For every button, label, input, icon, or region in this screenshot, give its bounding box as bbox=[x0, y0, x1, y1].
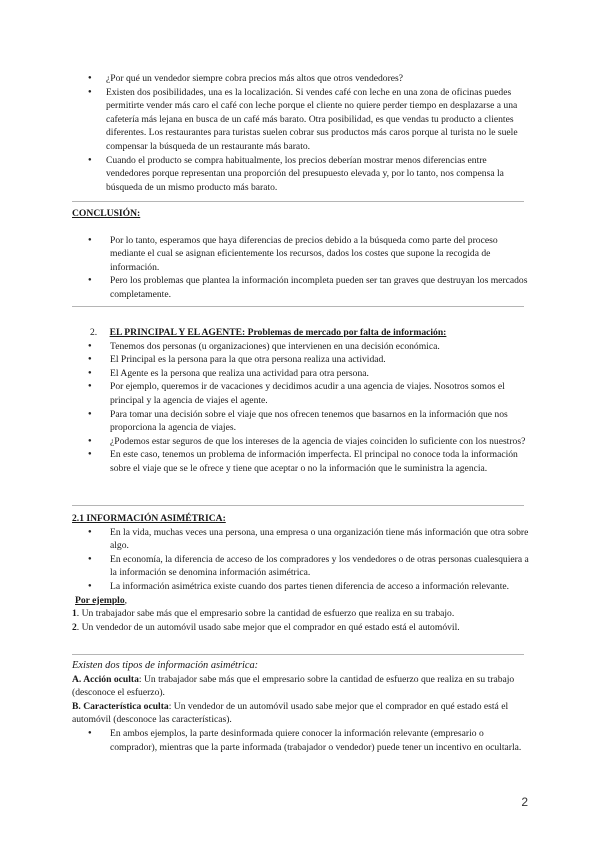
list-item: ● El Agente es la persona que realiza una actividad para otra persona. bbox=[72, 367, 532, 381]
principal-bullet-list bbox=[72, 340, 532, 476]
tipo-a bbox=[72, 673, 532, 700]
tipo-label: A. Acción oculta bbox=[72, 673, 139, 685]
list-item: ● En ambos ejemplos, la parte desinformada quiere conocer la información relevante (empresario o comprador), mientras que la parte informada (trabajador o vendedor) puede tener un incentivo en ocultarla. bbox=[72, 727, 532, 754]
list-item: ● Por ejemplo, queremos ir de vacaciones y decidimos acudir a una agencia de viajes. Nosotros somos el principal y la agencia de viajes el agente. bbox=[72, 380, 532, 407]
example-text: . Un trabajador sabe más que el empresario sobre la cantidad de esfuerzo que realiza en su trabajo. bbox=[76, 608, 455, 620]
list-item: ● Por lo tanto, esperamos que haya diferencias de precios debido a la búsqueda como parte del proceso mediante el cual se asignan eficientemente los recursos, dados los costes que supone la recogida de información. bbox=[72, 234, 532, 275]
example-heading-suffix: , bbox=[124, 594, 128, 606]
principal-heading-text: EL PRINCIPAL Y EL AGENTE: Problemas de mercado por falta de información: bbox=[109, 327, 447, 338]
example-number: 1 bbox=[72, 608, 77, 620]
tipo-label: B. Característica oculta bbox=[72, 700, 169, 712]
tipos-heading: Existen dos tipos de información asimétrica: bbox=[72, 660, 259, 671]
section-principal-agente bbox=[72, 326, 532, 476]
tipo-text: : Un trabajador sabe más que el empresario sobre la cantidad de esfuerzo que realiza en su trabajo (desconoce el esfuerzo). bbox=[72, 673, 515, 699]
divider bbox=[72, 505, 524, 506]
example-text: . Un vendedor de un automóvil usado sabe mejor que el comprador en qué estado está el automóvil. bbox=[76, 621, 460, 633]
divider bbox=[72, 201, 524, 202]
list-item: ● ¿Podemos estar seguros de que los intereses de la agencia de viajes coinciden lo suficiente con los nuestros? bbox=[72, 435, 532, 449]
example-number: 2 bbox=[72, 621, 77, 633]
list-item: ● En la vida, muchas veces una persona, una empresa o una organización tiene más información que otra sobre algo. bbox=[72, 526, 532, 553]
section-top bbox=[72, 72, 532, 194]
section-asimetrica bbox=[72, 512, 532, 634]
list-item: ● Existen dos posibilidades, una es la localización. Si vendes café con leche en una zona de oficinas puedes permitirte vender más caro el café con leche porque el cliente no quiere perder tiempo en desplazarse a una cafetería más lejana en busca de un café más barato. Otra posibilidad, es que vendas tu producto a clientes diferentes. Los restaurantes para turistas suelen cobrar sus productos más caros porque al turista no le suele compensar la búsqueda de un restaurante más barato. bbox=[72, 86, 532, 154]
conclusion-heading: CONCLUSIÓN: bbox=[72, 208, 141, 219]
list-item: ● Cuando el producto se compra habitualmente, los precios deberían mostrar menos diferencias entre vendedores porque representan una proporción del presupuesto elevada y, por lo tanto, nos compensa la búsqueda de un mismo producto más barato. bbox=[72, 154, 532, 195]
example-1 bbox=[72, 607, 532, 621]
principal-heading-number: 2. bbox=[90, 327, 98, 338]
tipos-bullet-list bbox=[72, 727, 532, 754]
asimetrica-heading: 2.1 INFORMACIÓN ASIMÉTRICA: bbox=[72, 513, 226, 524]
divider bbox=[72, 654, 524, 655]
list-item: ● El Principal es la persona para la que otra persona realiza una actividad. bbox=[72, 353, 532, 367]
divider bbox=[72, 306, 524, 307]
tipo-b bbox=[72, 700, 532, 727]
list-item: ● Para tomar una decisión sobre el viaje que nos ofrecen tenemos que basarnos en la información que nos proporciona la agencia de viajes. bbox=[72, 408, 532, 435]
list-item: ● ¿Por qué un vendedor siempre cobra precios más altos que otros vendedores? bbox=[72, 72, 532, 86]
tipo-text: : Un vendedor de un automóvil usado sabe mejor que el comprador en qué estado está el automóvil (desconoce las características). bbox=[72, 700, 509, 726]
top-bullet-list bbox=[72, 72, 532, 194]
list-item: ● En este caso, tenemos un problema de información imperfecta. El principal no conoce toda la información sobre el viaje que se le ofrece y tiene que aceptar o no la información que le suministra la agencia. bbox=[72, 448, 532, 475]
section-conclusion bbox=[72, 207, 532, 302]
principal-heading bbox=[72, 326, 532, 340]
list-item: ● La información asimétrica existe cuando dos partes tienen diferencia de acceso a información relevante. bbox=[72, 580, 532, 594]
list-item: ● Tenemos dos personas (u organizaciones) que intervienen en una decisión económica. bbox=[72, 340, 532, 354]
list-item: ● En economía, la diferencia de acceso de los compradores y los vendedores o de otras personas cualesquiera a la información se denomina información asimétrica. bbox=[72, 553, 532, 580]
conclusion-bullet-list bbox=[72, 234, 532, 302]
asimetrica-bullet-list bbox=[72, 526, 532, 594]
example-2 bbox=[72, 621, 532, 635]
list-item: ● Pero los problemas que plantea la información incompleta pueden ser tan graves que destruyan los mercados completamente. bbox=[72, 274, 532, 301]
example-heading bbox=[72, 594, 532, 608]
example-heading-text: Por ejemplo bbox=[75, 594, 125, 606]
section-tipos bbox=[72, 659, 532, 754]
page-number: 2 bbox=[521, 795, 528, 809]
